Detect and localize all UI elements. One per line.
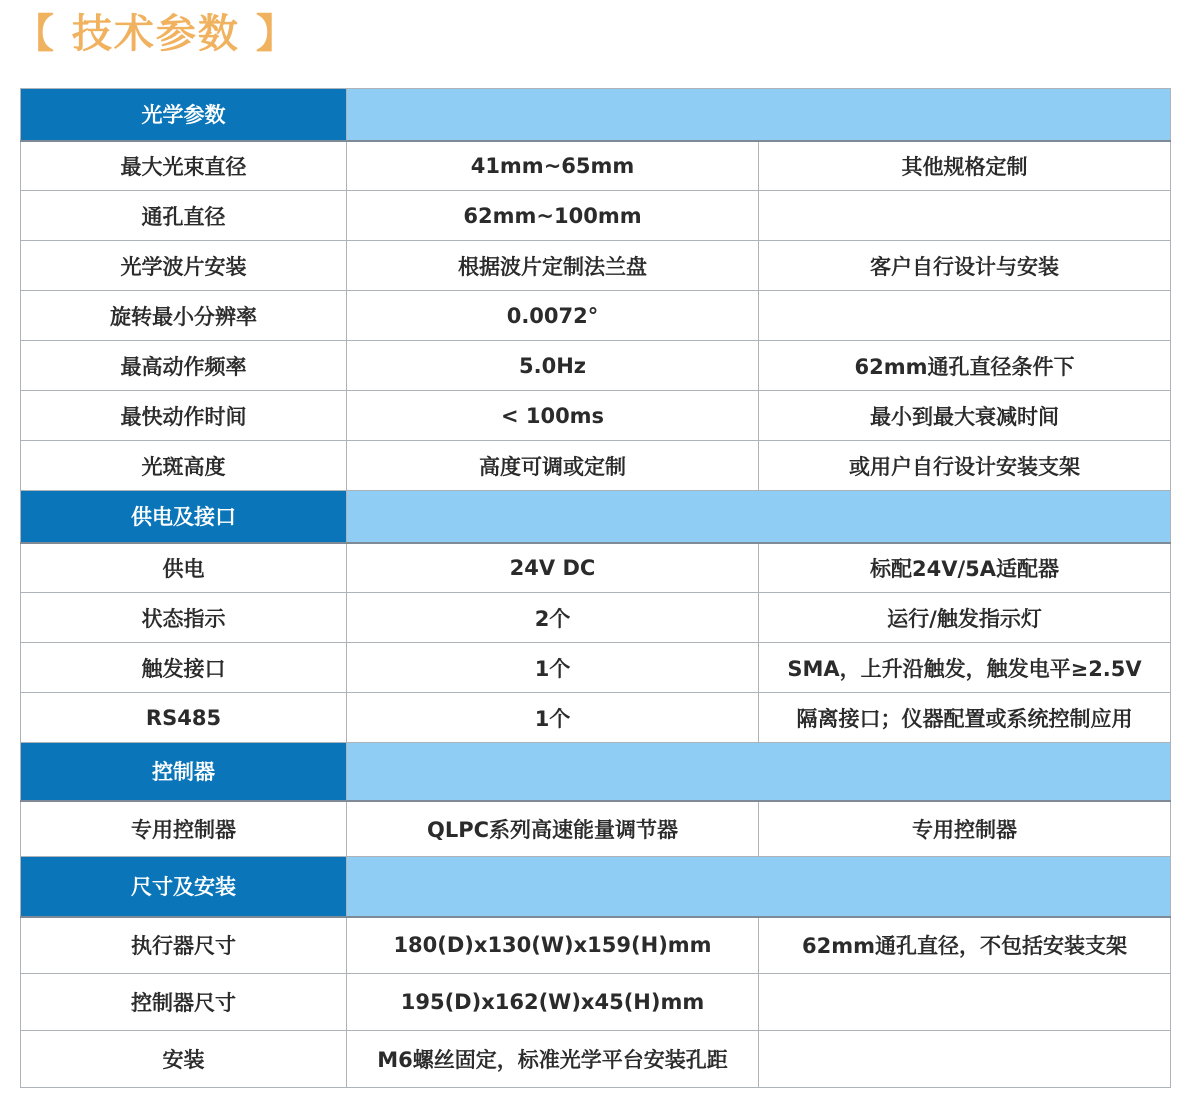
section-bar bbox=[347, 491, 1171, 543]
param-note: 最小到最大衰减时间 bbox=[759, 391, 1171, 441]
section-header-dimensions bbox=[21, 857, 1171, 917]
table-row bbox=[21, 141, 1171, 191]
param-value: 高度可调或定制 bbox=[347, 441, 759, 491]
section-title: 光学参数 bbox=[21, 89, 347, 141]
section-title: 供电及接口 bbox=[21, 491, 347, 543]
param-name: 控制器尺寸 bbox=[21, 974, 347, 1031]
param-value: 1个 bbox=[347, 643, 759, 693]
param-note: 专用控制器 bbox=[759, 801, 1171, 857]
param-name: 状态指示 bbox=[21, 593, 347, 643]
table-row bbox=[21, 191, 1171, 241]
param-note: 隔离接口；仪器配置或系统控制应用 bbox=[759, 693, 1171, 743]
param-note: 或用户自行设计安装支架 bbox=[759, 441, 1171, 491]
table-row bbox=[21, 543, 1171, 593]
param-name: 最高动作频率 bbox=[21, 341, 347, 391]
param-note: 客户自行设计与安装 bbox=[759, 241, 1171, 291]
param-name: 安装 bbox=[21, 1031, 347, 1088]
param-value: < 100ms bbox=[347, 391, 759, 441]
table-row bbox=[21, 441, 1171, 491]
param-note: SMA，上升沿触发，触发电平≥2.5V bbox=[759, 643, 1171, 693]
section-bar bbox=[347, 89, 1171, 141]
section-header-power bbox=[21, 491, 1171, 543]
param-name: 旋转最小分辨率 bbox=[21, 291, 347, 341]
param-name: 通孔直径 bbox=[21, 191, 347, 241]
table-row bbox=[21, 291, 1171, 341]
param-value: 62mm~100mm bbox=[347, 191, 759, 241]
param-value: 180(D)x130(W)x159(H)mm bbox=[347, 917, 759, 974]
section-title: 尺寸及安装 bbox=[21, 857, 347, 917]
param-note: 其他规格定制 bbox=[759, 141, 1171, 191]
param-name: 光学波片安装 bbox=[21, 241, 347, 291]
param-value: 195(D)x162(W)x45(H)mm bbox=[347, 974, 759, 1031]
param-value: 2个 bbox=[347, 593, 759, 643]
param-note bbox=[759, 1031, 1171, 1088]
param-value: QLPC系列高速能量调节器 bbox=[347, 801, 759, 857]
table-row bbox=[21, 593, 1171, 643]
param-name: 触发接口 bbox=[21, 643, 347, 693]
param-note bbox=[759, 191, 1171, 241]
param-name: 最快动作时间 bbox=[21, 391, 347, 441]
table-row bbox=[21, 974, 1171, 1031]
param-value: 5.0Hz bbox=[347, 341, 759, 391]
param-name: 光斑高度 bbox=[21, 441, 347, 491]
param-note: 标配24V/5A适配器 bbox=[759, 543, 1171, 593]
param-name: 专用控制器 bbox=[21, 801, 347, 857]
table-row bbox=[21, 241, 1171, 291]
param-note bbox=[759, 974, 1171, 1031]
table-row bbox=[21, 917, 1171, 974]
param-name: 执行器尺寸 bbox=[21, 917, 347, 974]
section-title: 控制器 bbox=[21, 743, 347, 801]
spec-table bbox=[20, 88, 1171, 1088]
param-note: 62mm通孔直径，不包括安装支架 bbox=[759, 917, 1171, 974]
section-header-controller bbox=[21, 743, 1171, 801]
param-note: 62mm通孔直径条件下 bbox=[759, 341, 1171, 391]
param-name: 最大光束直径 bbox=[21, 141, 347, 191]
param-note bbox=[759, 291, 1171, 341]
page-heading: 【 技术参数 】 bbox=[14, 11, 298, 57]
param-value: M6螺丝固定，标准光学平台安装孔距 bbox=[347, 1031, 759, 1088]
param-value: 根据波片定制法兰盘 bbox=[347, 241, 759, 291]
param-value: 1个 bbox=[347, 693, 759, 743]
table-row bbox=[21, 341, 1171, 391]
section-header-optical bbox=[21, 89, 1171, 141]
section-bar bbox=[347, 857, 1171, 917]
param-note: 运行/触发指示灯 bbox=[759, 593, 1171, 643]
param-value: 41mm~65mm bbox=[347, 141, 759, 191]
table-row bbox=[21, 391, 1171, 441]
param-value: 0.0072° bbox=[347, 291, 759, 341]
table-row bbox=[21, 693, 1171, 743]
param-name: RS485 bbox=[21, 693, 347, 743]
table-row bbox=[21, 1031, 1171, 1088]
table-row bbox=[21, 801, 1171, 857]
table-row bbox=[21, 643, 1171, 693]
section-bar bbox=[347, 743, 1171, 801]
param-name: 供电 bbox=[21, 543, 347, 593]
param-value: 24V DC bbox=[347, 543, 759, 593]
